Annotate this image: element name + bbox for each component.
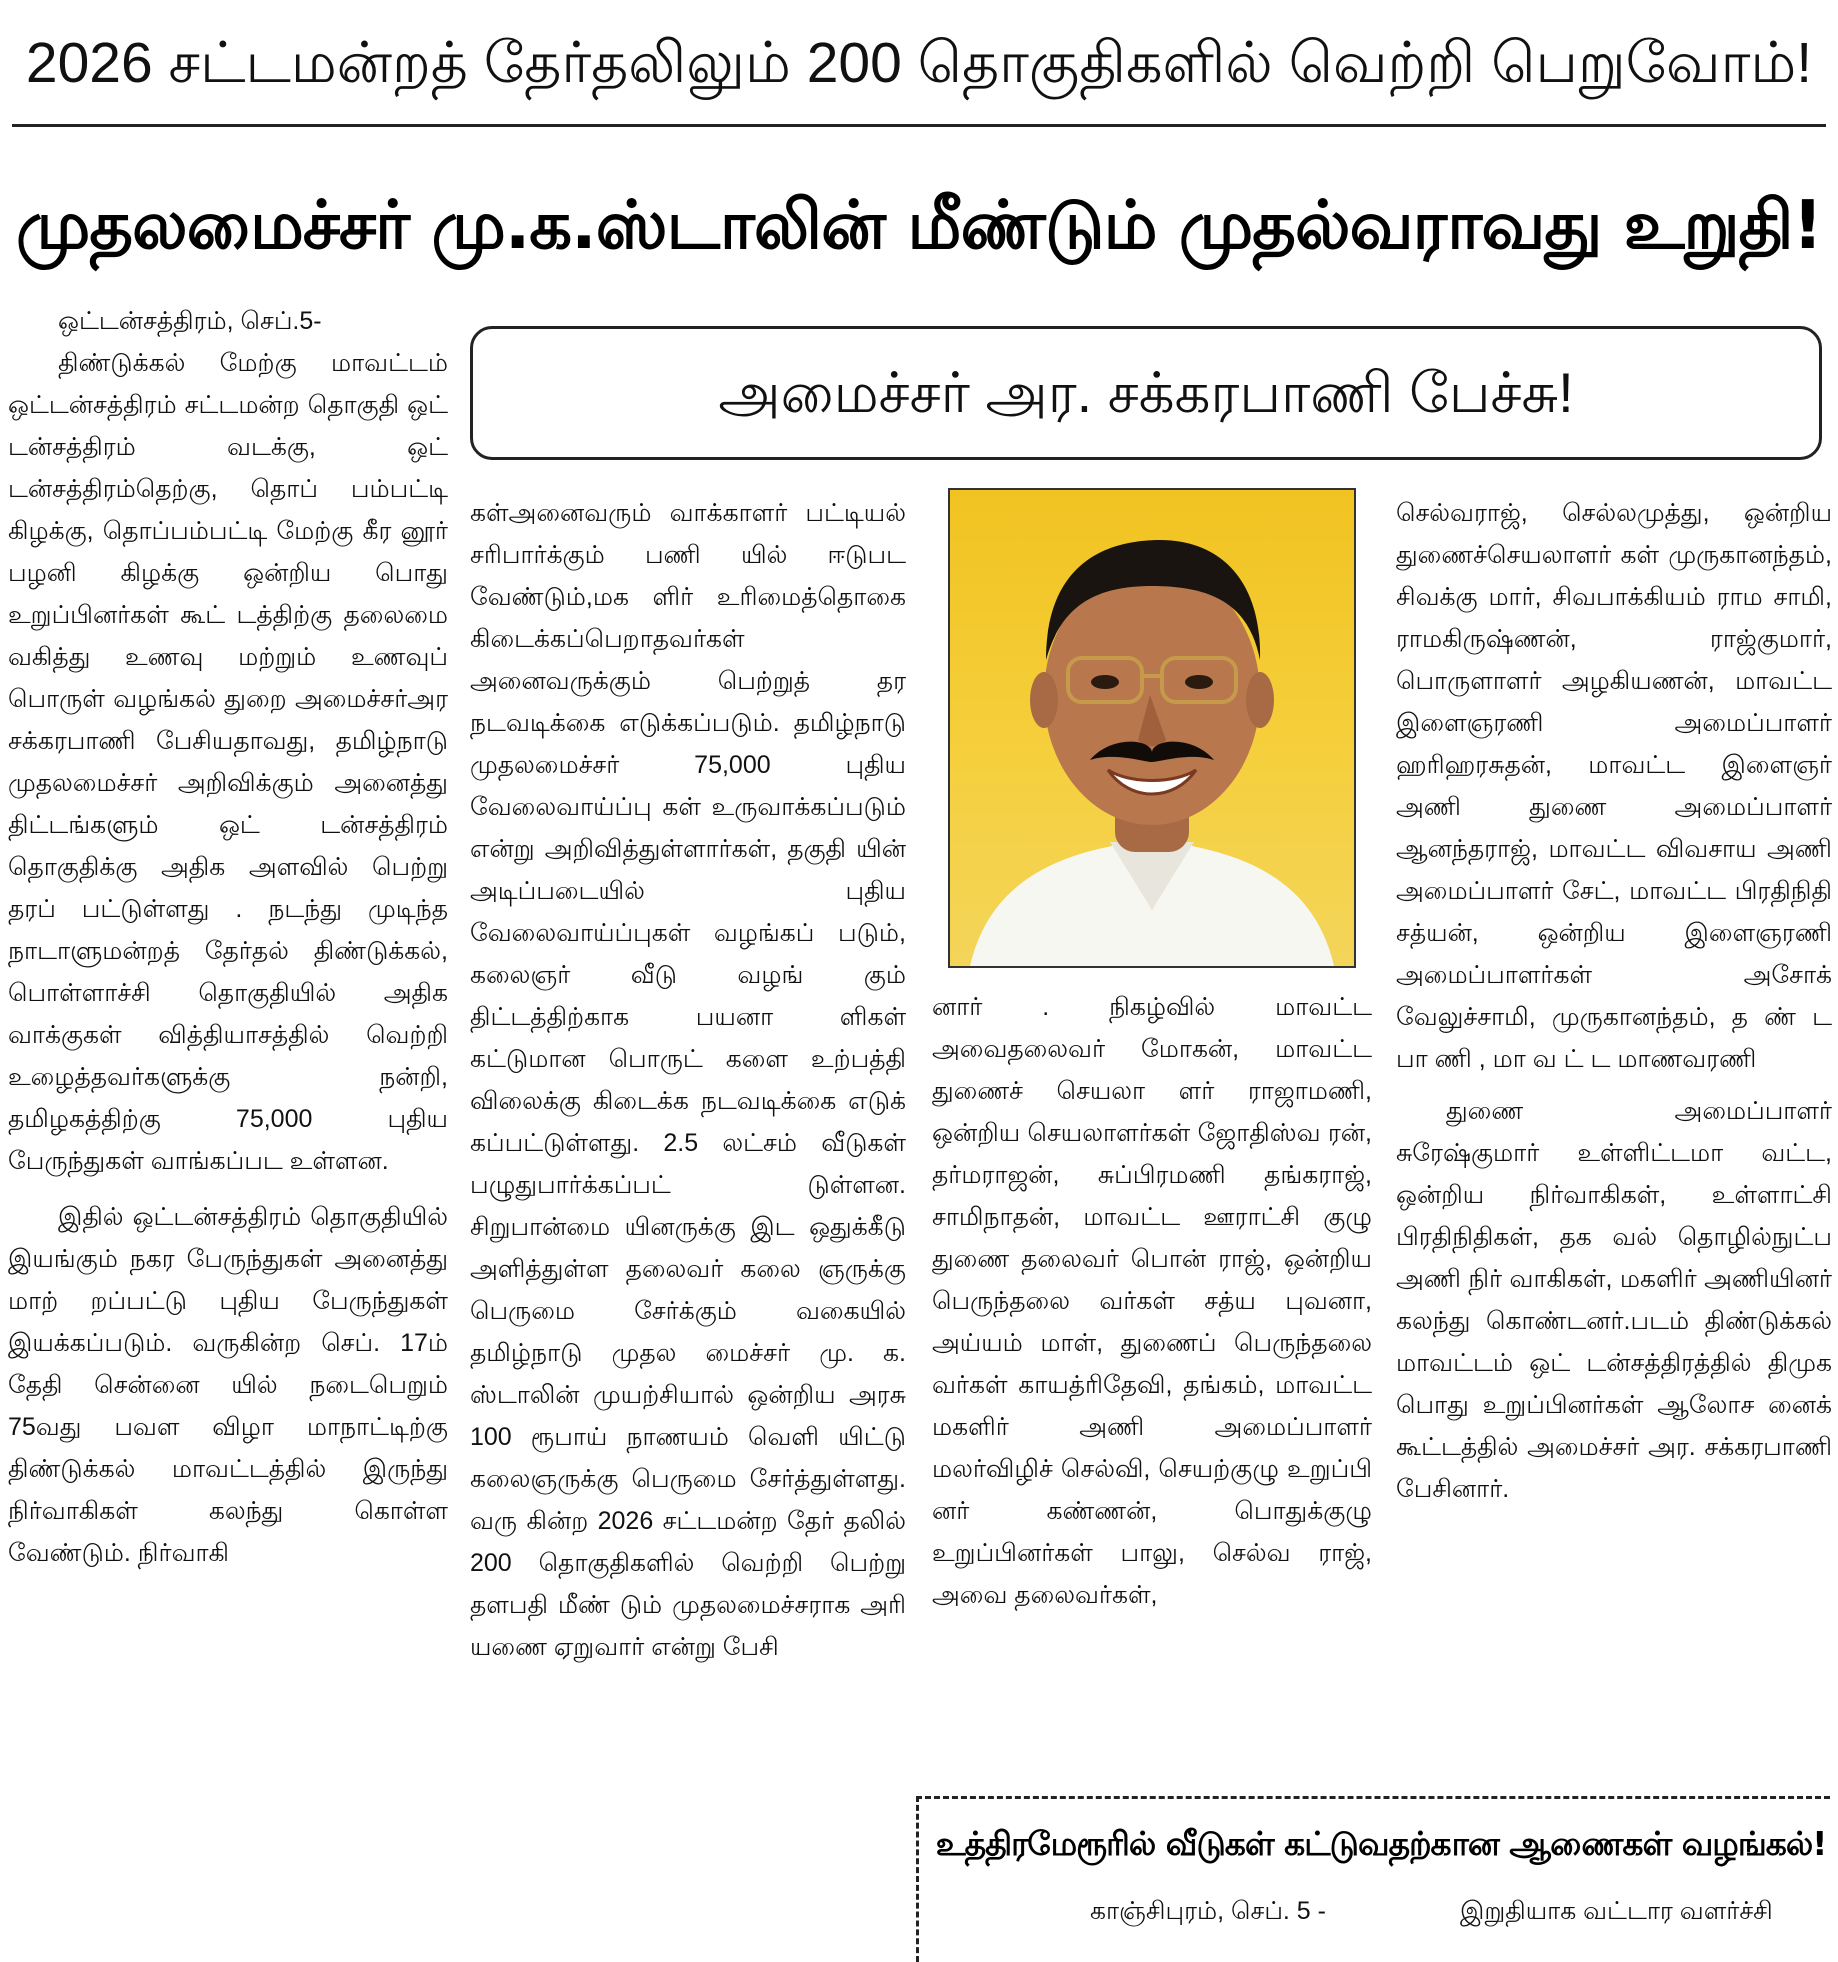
second-story-headline: உத்திரமேரூரில் வீடுகள் கட்டுவதற்கான ஆணைகள் வழங்கல்! <box>935 1824 1827 1863</box>
paragraph: கள்அனைவரும் வாக்காளர் பட்டியல் சரிபார்க்கும் பணி யில் ஈடுபட வேண்டும்,மக ளிர் உரிமைத்தொகை கிடைக்கப்பெறாதவர்கள் அனைவருக்கும் பெற்றுத் தர நடவடிக்கை எடுக்கப்படும். தமிழ்நாடு முதலமைச்சர் 75,000 புதிய வேலைவாய்ப்பு கள் உருவாக்கப்படும் என்று அறிவித்துள்ளார்கள், தகுதி யின் அடிப்படையில் புதிய வேலைவாய்ப்புகள் வழங்கப் படும், கலைஞர் வீடு வழங் கும் திட்டத்திற்காக பயனா ளிகள் கட்டுமான பொருட் களை உற்பத்தி விலைக்கு கிடைக்க நடவடிக்கை எடுக் கப்பட்டுள்ளது. 2.5 லட்சம் வீடுகள் பழுதுபார்க்கப்பட் டுள்ளன. சிறுபான்மை யினருக்கு இட ஒதுக்கீடு அளித்துள்ள தலைவர் கலை ஞருக்கு பெருமை சேர்க்கும் வகையில் தமிழ்நாடு முதல மைச்சர் மு. க. ஸ்டாலின் முயற்சியால் ஒன்றிய அரசு 100 ரூபாய் நாணயம் வெளி யிட்டு கலைஞருக்கு பெருமை சேர்த்துள்ளது. வரு கின்ற 2026 சட்டமன்ற தேர் தலில் 200 தொகுதிகளில் வெற்றி பெற்று தளபதி மீண் டும் முதலமைச்சராக அரி யணை ஏறுவார் என்று பேசி <box>470 499 906 1661</box>
paragraph: துணை அமைப்பாளர் சுரேஷ்குமார் உள்ளிட்டமா வட்ட, ஒன்றிய நிர்வாகிகள், உள்ளாட்சி பிரதிநிதிகள், தக வல் தொழில்நுட்ப அணி நிர் வாகிகள், மகளிர் அணியினர் கலந்து கொண்டனர்.படம் திண்டுக்கல் மாவட்டம் ஒட் டன்சத்திரத்தில் திமுக பொது உறுப்பினர்கள் ஆலோச னைக் கூட்டத்தில் அமைச்சர் அர. சக்கரபாணி பேசினார். <box>1396 1097 1832 1503</box>
paragraph: செல்வராஜ், செல்லமுத்து, ஒன்றிய துணைச்செயலாளர் கள் முருகானந்தம், சிவக்கு மார், சிவபாக்கியம் ராம சாமி, ராமகிருஷ்ணன், ராஜ்குமார், பொருளாளர் அழகியணன், மாவட்ட இளைஞரணி அமைப்பாளர் ஹரிஹரசுதன், மாவட்ட இளைஞர் அணி துணை அமைப்பாளர் ஆனந்தராஜ், மாவட்ட விவசாய அணி அமைப்பாளர் சேட், மாவட்ட பிரதிநிதி சத்யன், ஒன்றிய இளைஞரணி அமைப்பாளர்கள் அசோக் வேலுச்சாமி, முருகானந்தம், த ண் ட பா ணி , மா வ ட் ட மாணவரணி <box>1396 499 1832 1073</box>
paragraph: திண்டுக்கல் மேற்கு மாவட்டம் ஒட்டன்சத்திரம் சட்டமன்ற தொகுதி ஒட் டன்சத்திரம் வடக்கு, ஒட் டன்சத்திரம்தெற்கு, தொப் பம்பட்டி கிழக்கு, தொப்பம்பட்டி மேற்கு கீர னூர் பழனி கிழக்கு ஒன்றிய பொது உறுப்பினர்கள் கூட் டத்திற்கு தலைமை வகித்து உணவு மற்றும் உணவுப் பொருள் வழங்கல் துறை அமைச்சர்அர சக்கரபாணி பேசியதாவது, தமிழ்நாடு முதலமைச்சர் அறிவிக்கும் அனைத்து திட்டங்களும் ஒட் டன்சத்திரம் தொகுதிக்கு அதிக அளவில் பெற்று தரப் பட்டுள்ளது . நடந்து முடிந்த நாடாளுமன்றத் தேர்தல் திண்டுக்கல், பொள்ளாச்சி தொகுதியில் அதிக வாக்குகள் வித்தியாசத்தில் வெற்றி உழைத்தவர்களுக்கு நன்றி, தமிழகத்திற்கு 75,000 புதிய பேருந்துகள் வாங்கப்பட உள்ளன. <box>8 349 448 1175</box>
article-column-1 <box>8 300 448 1962</box>
dateline: ஒட்டன்சத்திரம், செப்.5- <box>58 307 322 335</box>
kicker-headline: 2026 சட்டமன்றத் தேர்தலிலும் 200 தொகுதிகளில் வெற்றி பெறுவோம்! <box>25 31 1813 95</box>
subheadline-box: அமைச்சர் அர. சக்கரபாணி பேச்சு! <box>470 326 1822 460</box>
paragraph: இதில் ஒட்டன்சத்திரம் தொகுதியில் இயங்கும் நகர பேருந்துகள் அனைத்து மாற் றப்பட்டு புதிய பேருந்துகள் இயக்கப்படும். வருகின்ற செப். 17ம் தேதி சென்னை யில் நடைபெறும் 75வது பவள விழா மாநாட்டிற்கு திண்டுக்கல் மாவட்டத்தில் இருந்து நிர்வாகிகள் கலந்து கொள்ள வேண்டும். நிர்வாகி <box>8 1203 448 1567</box>
article-column-3 <box>932 986 1372 1796</box>
second-story-text: இறுதியாக வட்டார வளர்ச்சி <box>1460 1897 1773 1925</box>
minister-photo <box>948 488 1356 968</box>
paragraph: னார் . நிகழ்வில் மாவட்ட அவைதலைவர் மோகன், மாவட்ட துணைச் செயலா ளர் ராஜாமணி, ஒன்றிய செயலாளர்கள் ஜோதிஸ்வ ரன், தர்மராஜன், சுப்பிரமணி தங்கராஜ், சாமிநாதன், மாவட்ட ஊராட்சி குழு துணை தலைவர் பொன் ராஜ், ஒன்றிய பெருந்தலை வர்கள் சத்ய புவனா, அய்யம் மாள், துணைப் பெருந்தலை வர்கள் காயத்ரிதேவி, தங்கம், மாவட்ட மகளிர் அணி அமைப்பாளர் மலர்விழிச் செல்வி, செயற்குழு உறுப்பி னர் கண்ணன், பொதுக்குழு உறுப்பினர்கள் பாலு, செல்வ ராஜ், அவை தலைவர்கள், <box>932 993 1372 1609</box>
second-story-dateline: காஞ்சிபுரம், செப். 5 - <box>1090 1897 1326 1925</box>
article-column-4 <box>1396 492 1832 1796</box>
main-headline: முதலமைச்சர் மு.க.ஸ்டாலின் மீண்டும் முதல்வராவது உறுதி! <box>15 186 1823 264</box>
portrait-illustration <box>950 490 1354 966</box>
top-rule <box>12 124 1826 127</box>
article-column-2 <box>470 492 906 1962</box>
